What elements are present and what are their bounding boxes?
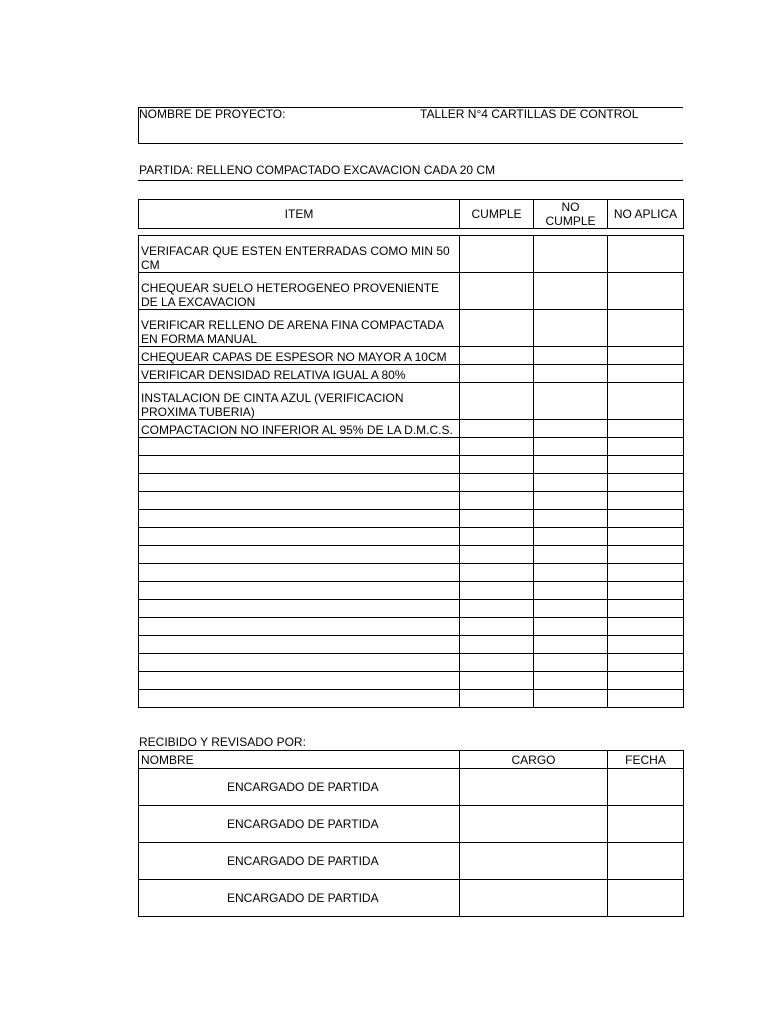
column-header-no-cumple: NO CUMPLE xyxy=(534,200,608,229)
checklist-item-text xyxy=(139,690,460,708)
checklist-item-text: VERIFICAR DENSIDAD RELATIVA IGUAL A 80% xyxy=(139,365,460,383)
checkbox-cell-no-cumple[interactable] xyxy=(534,438,608,456)
review-fecha-cell[interactable] xyxy=(608,843,684,880)
checkbox-cell-no-aplica[interactable] xyxy=(608,456,684,474)
checklist-item-text: COMPACTACION NO INFERIOR AL 95% DE LA D.M.C.S. xyxy=(139,420,460,438)
checkbox-cell-no-cumple[interactable] xyxy=(534,456,608,474)
column-header-no-aplica: NO APLICA xyxy=(608,200,684,229)
checkbox-cell-cumple[interactable] xyxy=(460,383,534,420)
checklist-row xyxy=(139,636,684,654)
checkbox-cell-cumple[interactable] xyxy=(460,600,534,618)
checkbox-cell-no-aplica[interactable] xyxy=(608,492,684,510)
column-header-item: ITEM xyxy=(139,200,460,229)
review-cargo-cell[interactable] xyxy=(460,806,608,843)
checklist-item-text: INSTALACION DE CINTA AZUL (VERIFICACION PROXIMA TUBERIA) xyxy=(139,383,460,420)
checklist-row xyxy=(139,383,684,420)
checklist-row xyxy=(139,310,684,347)
checkbox-cell-cumple[interactable] xyxy=(460,636,534,654)
review-header-fecha: FECHA xyxy=(608,751,684,769)
checkbox-cell-no-cumple[interactable] xyxy=(534,672,608,690)
checklist-item-text xyxy=(139,492,460,510)
project-title: TALLER N°4 CARTILLAS DE CONTROL xyxy=(420,107,639,121)
checkbox-cell-no-aplica[interactable] xyxy=(608,564,684,582)
checklist-item-text xyxy=(139,510,460,528)
checkbox-cell-no-cumple[interactable] xyxy=(534,528,608,546)
header-left-border xyxy=(138,107,139,143)
checklist-item-text xyxy=(139,654,460,672)
checklist-row xyxy=(139,236,684,273)
checklist-row xyxy=(139,618,684,636)
checkbox-cell-cumple[interactable] xyxy=(460,528,534,546)
checkbox-cell-cumple[interactable] xyxy=(460,582,534,600)
review-nombre-cell: ENCARGADO DE PARTIDA xyxy=(139,806,460,843)
checklist-item-text xyxy=(139,582,460,600)
checklist-row xyxy=(139,600,684,618)
checklist-item-text xyxy=(139,636,460,654)
checkbox-cell-cumple[interactable] xyxy=(460,654,534,672)
checklist-row xyxy=(139,510,684,528)
checkbox-cell-cumple[interactable] xyxy=(460,456,534,474)
checkbox-cell-cumple[interactable] xyxy=(460,546,534,564)
checkbox-cell-no-aplica[interactable] xyxy=(608,510,684,528)
checkbox-cell-no-aplica[interactable] xyxy=(608,474,684,492)
checkbox-cell-no-cumple[interactable] xyxy=(534,420,608,438)
review-row xyxy=(139,769,684,806)
checklist-row xyxy=(139,438,684,456)
checkbox-cell-no-cumple[interactable] xyxy=(534,310,608,347)
review-fecha-cell[interactable] xyxy=(608,806,684,843)
checkbox-cell-no-cumple[interactable] xyxy=(534,636,608,654)
review-header-nombre: NOMBRE xyxy=(139,751,460,769)
checklist-row xyxy=(139,528,684,546)
checkbox-cell-cumple[interactable] xyxy=(460,273,534,310)
checkbox-cell-no-cumple[interactable] xyxy=(534,546,608,564)
checkbox-cell-no-aplica[interactable] xyxy=(608,600,684,618)
review-cargo-cell[interactable] xyxy=(460,769,608,806)
checklist-row xyxy=(139,564,684,582)
checkbox-cell-cumple[interactable] xyxy=(460,492,534,510)
checkbox-cell-no-aplica[interactable] xyxy=(608,672,684,690)
checklist-row xyxy=(139,492,684,510)
checkbox-cell-no-cumple[interactable] xyxy=(534,600,608,618)
checklist-row xyxy=(139,672,684,690)
checkbox-cell-no-cumple[interactable] xyxy=(534,654,608,672)
review-nombre-cell: ENCARGADO DE PARTIDA xyxy=(139,769,460,806)
checkbox-cell-no-aplica[interactable] xyxy=(608,636,684,654)
partida-label: PARTIDA: RELLENO COMPACTADO EXCAVACION CADA 20 CM xyxy=(139,163,496,177)
checklist-row xyxy=(139,273,684,310)
checkbox-cell-no-cumple[interactable] xyxy=(534,564,608,582)
checklist-row xyxy=(139,546,684,564)
checklist-item-text: CHEQUEAR CAPAS DE ESPESOR NO MAYOR A 10CM xyxy=(139,347,460,365)
header-bottom-rule xyxy=(138,143,683,144)
review-row xyxy=(139,843,684,880)
checkbox-cell-cumple[interactable] xyxy=(460,510,534,528)
checkbox-cell-no-cumple[interactable] xyxy=(534,236,608,273)
checklist-item-text xyxy=(139,438,460,456)
checkbox-cell-cumple[interactable] xyxy=(460,474,534,492)
checklist-item-text: CHEQUEAR SUELO HETEROGENEO PROVENIENTE DE LA EXCAVACION xyxy=(139,273,460,310)
checkbox-cell-cumple[interactable] xyxy=(460,365,534,383)
checkbox-cell-cumple[interactable] xyxy=(460,420,534,438)
checkbox-cell-no-cumple[interactable] xyxy=(534,365,608,383)
review-cargo-cell[interactable] xyxy=(460,880,608,917)
checklist-item-text xyxy=(139,546,460,564)
review-nombre-cell: ENCARGADO DE PARTIDA xyxy=(139,843,460,880)
checklist-row xyxy=(139,420,684,438)
checkbox-cell-no-cumple[interactable] xyxy=(534,618,608,636)
checkbox-cell-no-aplica[interactable] xyxy=(608,654,684,672)
checkbox-cell-cumple[interactable] xyxy=(460,236,534,273)
checkbox-cell-no-aplica[interactable] xyxy=(608,546,684,564)
checkbox-cell-cumple[interactable] xyxy=(460,438,534,456)
checkbox-cell-no-cumple[interactable] xyxy=(534,383,608,420)
checkbox-cell-no-aplica[interactable] xyxy=(608,273,684,310)
checkbox-cell-no-aplica[interactable] xyxy=(608,438,684,456)
checklist-item-text xyxy=(139,672,460,690)
review-fecha-cell[interactable] xyxy=(608,880,684,917)
checkbox-cell-no-cumple[interactable] xyxy=(534,582,608,600)
checkbox-cell-no-aplica[interactable] xyxy=(608,582,684,600)
checklist-row xyxy=(139,347,684,365)
checkbox-cell-no-aplica[interactable] xyxy=(608,365,684,383)
checklist-item-text xyxy=(139,564,460,582)
checklist-item-text xyxy=(139,456,460,474)
checkbox-cell-no-aplica[interactable] xyxy=(608,383,684,420)
checklist-item-text xyxy=(139,618,460,636)
review-cargo-cell[interactable] xyxy=(460,843,608,880)
column-header-cumple: CUMPLE xyxy=(460,200,534,229)
checkbox-cell-no-cumple[interactable] xyxy=(534,492,608,510)
review-row xyxy=(139,806,684,843)
checkbox-cell-no-aplica[interactable] xyxy=(608,236,684,273)
checklist-item-text xyxy=(139,474,460,492)
checklist-item-text: VERIFACAR QUE ESTEN ENTERRADAS COMO MIN 50 CM xyxy=(139,236,460,273)
checkbox-cell-cumple[interactable] xyxy=(460,564,534,582)
checkbox-cell-no-aplica[interactable] xyxy=(608,347,684,365)
checklist-row xyxy=(139,456,684,474)
checkbox-cell-cumple[interactable] xyxy=(460,672,534,690)
checkbox-cell-no-aplica[interactable] xyxy=(608,618,684,636)
checkbox-cell-no-cumple[interactable] xyxy=(534,474,608,492)
checklist-row xyxy=(139,582,684,600)
checklist-header-table xyxy=(138,199,684,229)
review-row xyxy=(139,880,684,917)
checkbox-cell-no-aplica[interactable] xyxy=(608,310,684,347)
checklist-item-text xyxy=(139,528,460,546)
partida-rule xyxy=(138,180,683,181)
checkbox-cell-no-cumple[interactable] xyxy=(534,347,608,365)
checkbox-cell-no-aplica[interactable] xyxy=(608,528,684,546)
checkbox-cell-no-cumple[interactable] xyxy=(534,510,608,528)
checklist-row xyxy=(139,365,684,383)
checkbox-cell-no-cumple[interactable] xyxy=(534,690,608,708)
checkbox-cell-cumple[interactable] xyxy=(460,690,534,708)
checkbox-cell-no-aplica[interactable] xyxy=(608,420,684,438)
checklist-row xyxy=(139,474,684,492)
checkbox-cell-cumple[interactable] xyxy=(460,310,534,347)
checkbox-cell-cumple[interactable] xyxy=(460,618,534,636)
checkbox-cell-cumple[interactable] xyxy=(460,347,534,365)
checklist-row xyxy=(139,690,684,708)
review-fecha-cell[interactable] xyxy=(608,769,684,806)
review-nombre-cell: ENCARGADO DE PARTIDA xyxy=(139,880,460,917)
project-label: NOMBRE DE PROYECTO: xyxy=(139,107,286,121)
review-header-cargo: CARGO xyxy=(460,751,608,769)
checklist-item-text: VERIFICAR RELLENO DE ARENA FINA COMPACTADA EN FORMA MANUAL xyxy=(139,310,460,347)
checkbox-cell-no-aplica[interactable] xyxy=(608,690,684,708)
checklist-item-text xyxy=(139,600,460,618)
review-title: RECIBIDO Y REVISADO POR: xyxy=(139,735,306,749)
checklist-table xyxy=(138,235,684,708)
checklist-row xyxy=(139,654,684,672)
checkbox-cell-no-cumple[interactable] xyxy=(534,273,608,310)
review-table xyxy=(138,750,684,917)
